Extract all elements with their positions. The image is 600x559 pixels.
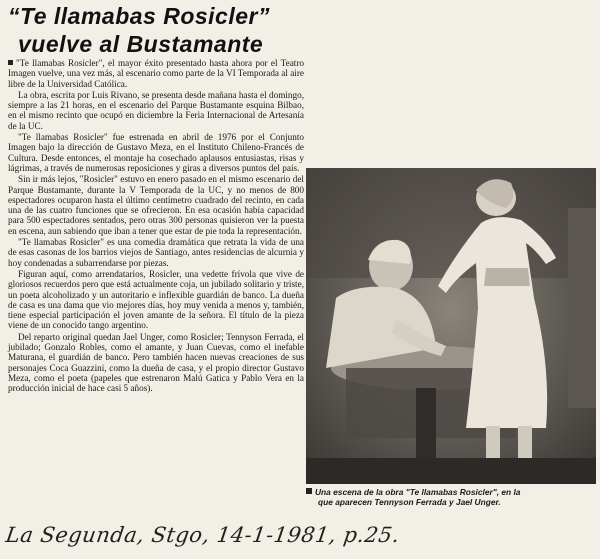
headline-line-2: vuelve al Bustamante bbox=[18, 31, 264, 57]
scene-photo bbox=[306, 168, 596, 484]
bullet-icon bbox=[306, 488, 312, 494]
article-paragraph: Figuran aquí, como arrendatarios, Rosicler, una vedette frívola que vive de gloriosos recuerdos pero que está actualmente coja, un jubilado solitario y triste, un poeta alcoholizado y un autoritario e inflexible guardián de banco. La dueña de casa es una dama que vio mejores días, hoy muy venida a menos y, también, tiene especial participación el joven amante de la señora. El título de la pieza viene de un conocido tango argentino. bbox=[8, 268, 304, 331]
scene-photo-illustration bbox=[306, 168, 596, 484]
headline-line-1: “Te llamabas Rosicler” bbox=[8, 3, 270, 29]
photo-caption bbox=[306, 487, 598, 507]
headline bbox=[8, 2, 428, 58]
article-paragraph bbox=[8, 58, 304, 89]
bullet-icon bbox=[8, 60, 13, 65]
article-paragraph-text: "Te llamabas Rosicler", el mayor éxito presentado hasta ahora por el Teatro Imagen vuelve, una vez más, al escenario como parte de la VI Temporada al aire libre de la Universidad Católica. bbox=[8, 58, 304, 89]
article-paragraph: "Te llamabas Rosicler" es una comedia dramática que retrata la vida de una de esas casonas de los barrios viejos de Santiago, antes residencias de alcurnia y hoy condenadas a subarrendarse por piezas. bbox=[8, 237, 304, 268]
article-paragraph: La obra, escrita por Luis Rivano, se presenta desde mañana hasta el domingo, siempre a las 21 horas, en el escenario del Parque Bustamante esquina Bilbao, en el mismo recinto que ocupó en diciembre la Feria Internacional de Artesanía de la UC. bbox=[8, 89, 304, 131]
article-paragraph: "Te llamabas Rosicler" fue estrenada en abril de 1976 por el Conjunto Imagen bajo la dirección de Gustavo Meza, en el Instituto Chileno-Francés de Cultura. Desde entonces, el montaje ha cosechado aplausos entusiastas, risas y lágrimas, a través de numerosas reposiciones y giras a diversos puntos del país. bbox=[8, 132, 304, 173]
article-body bbox=[8, 58, 304, 395]
caption-line-2: que aparecen Tennyson Ferrada y Jael Unger. bbox=[318, 497, 501, 507]
article-paragraph: Del reparto original quedan Jael Unger, como Rosicler; Tennyson Ferrada, el jubilado; Gonzalo Robles, como el amante, y Juan Cuevas, como el inefable Maturana, el guardián de banco. Pero también hacen nuevas creaciones de sus personajes Coca Guazzini, como la dueña de casa, y el propio director Gustavo Meza, como el poeta (papeles que estrenaron Malú Gatica y Pablo Vera en la producción inicial de hace casi 5 años). bbox=[8, 331, 304, 394]
article-paragraph: Sin ir más lejos, "Rosicler" estuvo en enero pasado en el mismo escenario del Parque Bustamante, durante la V Temporada de la UC, y no menos de 800 espectadores ocuparon hasta el último centímetro cuadrado del recinto, en cada una de las cuatro funciones que se ofrecieron. En esa ocasión había capacidad para 500 espectadores sentados, pero otras 300 personas quisieron ver la puesta en escena, aun sabiendo que iban a tener que estar de pie toda la representación. bbox=[8, 174, 304, 236]
handwritten-source-note: La Segunda, Stgo, 14-1-1981, p.25. bbox=[4, 523, 402, 547]
caption-line-1: Una escena de la obra "Te llamabas Rosicler", en la bbox=[315, 487, 521, 497]
